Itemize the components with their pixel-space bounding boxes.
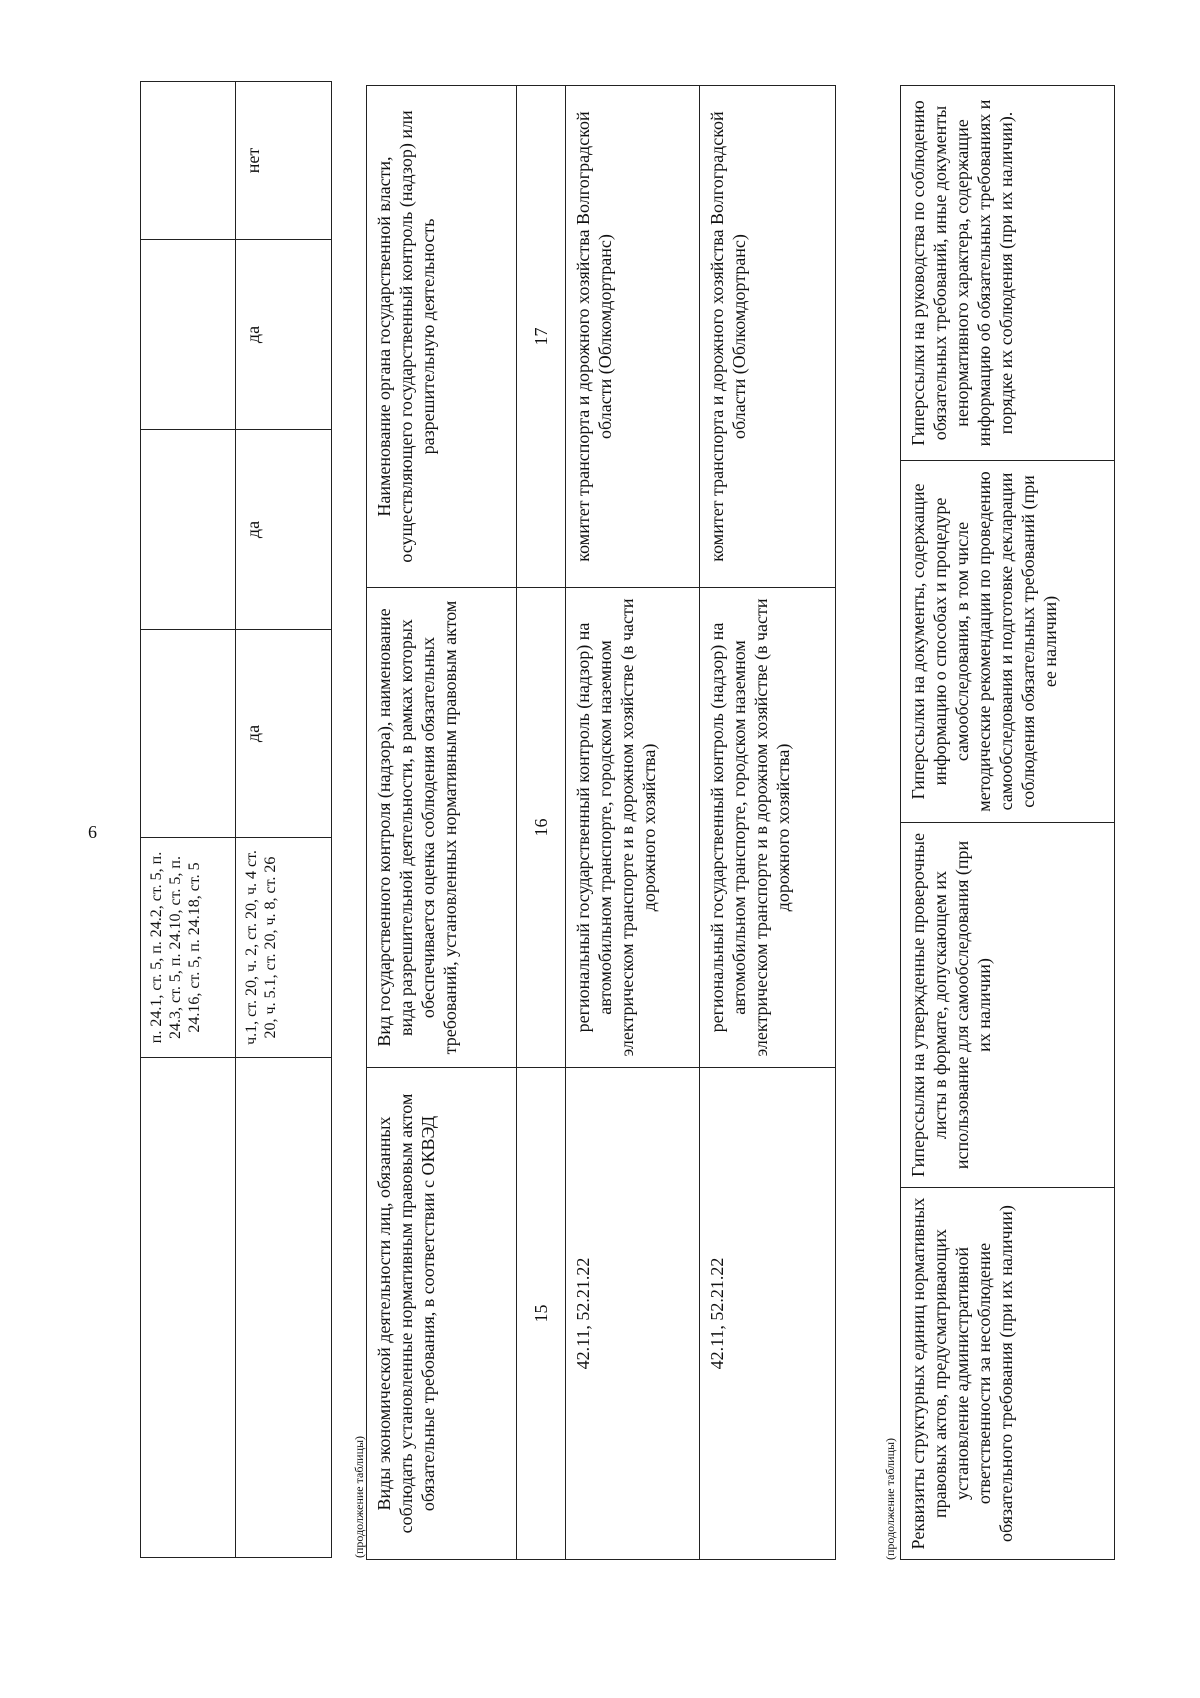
table-cell: нет bbox=[236, 82, 332, 240]
table-row bbox=[566, 86, 700, 1560]
middle-table-wrap bbox=[366, 85, 836, 1560]
top-table bbox=[140, 81, 332, 1558]
table-caption: (продолжение таблицы) bbox=[352, 1435, 366, 1558]
table-cell: ч.1, ст. 20, ч. 2, ст. 20, ч. 4 ст. 20, ч. 5.1, ст. 20, ч. 8, ст. 26 bbox=[236, 838, 332, 1058]
top-table-wrap bbox=[140, 81, 332, 1558]
table-cell: да bbox=[236, 630, 332, 838]
middle-table bbox=[366, 85, 836, 1560]
table-row bbox=[700, 86, 836, 1560]
table-header: Виды экономической деятельности лиц, обязанных соблюдать установленные нормативным правовым актом обязательные требования, в соответствии с ОКВЭД bbox=[367, 1068, 517, 1560]
table-cell: п. 24.1, ст. 5, п. 24.2, ст. 5, п. 24.3, ст. 5, п. 24.10, ст. 5, п. 24.16, ст. 5, п. 24.18, ст. 5 bbox=[141, 838, 236, 1058]
table-row bbox=[236, 82, 332, 1558]
table-header: Гиперссылки на руководства по соблюдению обязательных требований, иные документы ненормативного характера, содержащие информацию об обязательных требованиях и порядке их соблюдения (при их наличии). bbox=[901, 86, 1115, 461]
table-cell: комитет транспорта и дорожного хозяйства Волгоградской области (Облкомдортранс) bbox=[566, 86, 700, 588]
table-row bbox=[517, 86, 566, 1560]
column-number: 17 bbox=[517, 86, 566, 588]
column-number: 16 bbox=[517, 588, 566, 1068]
table-cell: комитет транспорта и дорожного хозяйства Волгоградской области (Облкомдортранс) bbox=[700, 86, 836, 588]
bottom-table bbox=[900, 85, 1115, 1560]
table-header: Гиперссылки на утвержденные проверочные листы в формате, допускающем их использование для самообследования (при их наличии) bbox=[901, 823, 1115, 1188]
table-cell: региональный государственный контроль (надзор) на автомобильном транспорте, городском наземном электрическом транспорте и в дорожном хозяйстве (в части дорожного хозяйства) bbox=[700, 588, 836, 1068]
table-cell bbox=[141, 1058, 236, 1558]
table-header: Вид государственного контроля (надзора), наименование вида разрешительной деятельности, в рамках которых обеспечивается оценка соблюдения обязательных требований, установленных нормативным правовым актом bbox=[367, 588, 517, 1068]
table-cell: 42.11, 52.21.22 bbox=[700, 1068, 836, 1560]
table-row bbox=[901, 86, 1115, 1560]
column-number: 15 bbox=[517, 1068, 566, 1560]
page-number: 6 bbox=[88, 822, 97, 842]
table-cell: региональный государственный контроль (надзор) на автомобильном транспорте, городском наземном электрическом транспорте и в дорожном хозяйстве (в части дорожного хозяйства) bbox=[566, 588, 700, 1068]
table-cell bbox=[141, 430, 236, 630]
table-header: Реквизиты структурных единиц нормативных правовых актов, предусматривающих установление административной ответственности за несоблюдение обязательного требования (при их наличии) bbox=[901, 1188, 1115, 1560]
table-header: Гиперссылки на документы, содержащие информацию о способах и процедуре самообследования, в том числе методические рекомендации по проведению самообследования и подготовке декларации соблюдения обязательных требований (при ее наличии) bbox=[901, 461, 1115, 823]
bottom-table-wrap bbox=[900, 85, 1115, 1560]
table-row bbox=[141, 82, 236, 1558]
table-cell bbox=[141, 240, 236, 430]
table-row bbox=[367, 86, 517, 1560]
table-header: Наименование органа государственной власти, осуществляющего государственный контроль (надзор) или разрешительную деятельность bbox=[367, 86, 517, 588]
table-cell bbox=[141, 630, 236, 838]
table-cell bbox=[141, 82, 236, 240]
table-cell bbox=[236, 1058, 332, 1558]
table-cell: да bbox=[236, 430, 332, 630]
table-cell: 42.11, 52.21.22 bbox=[566, 1068, 700, 1560]
table-cell: да bbox=[236, 240, 332, 430]
table-caption: (продолжение таблицы) bbox=[883, 1437, 897, 1560]
